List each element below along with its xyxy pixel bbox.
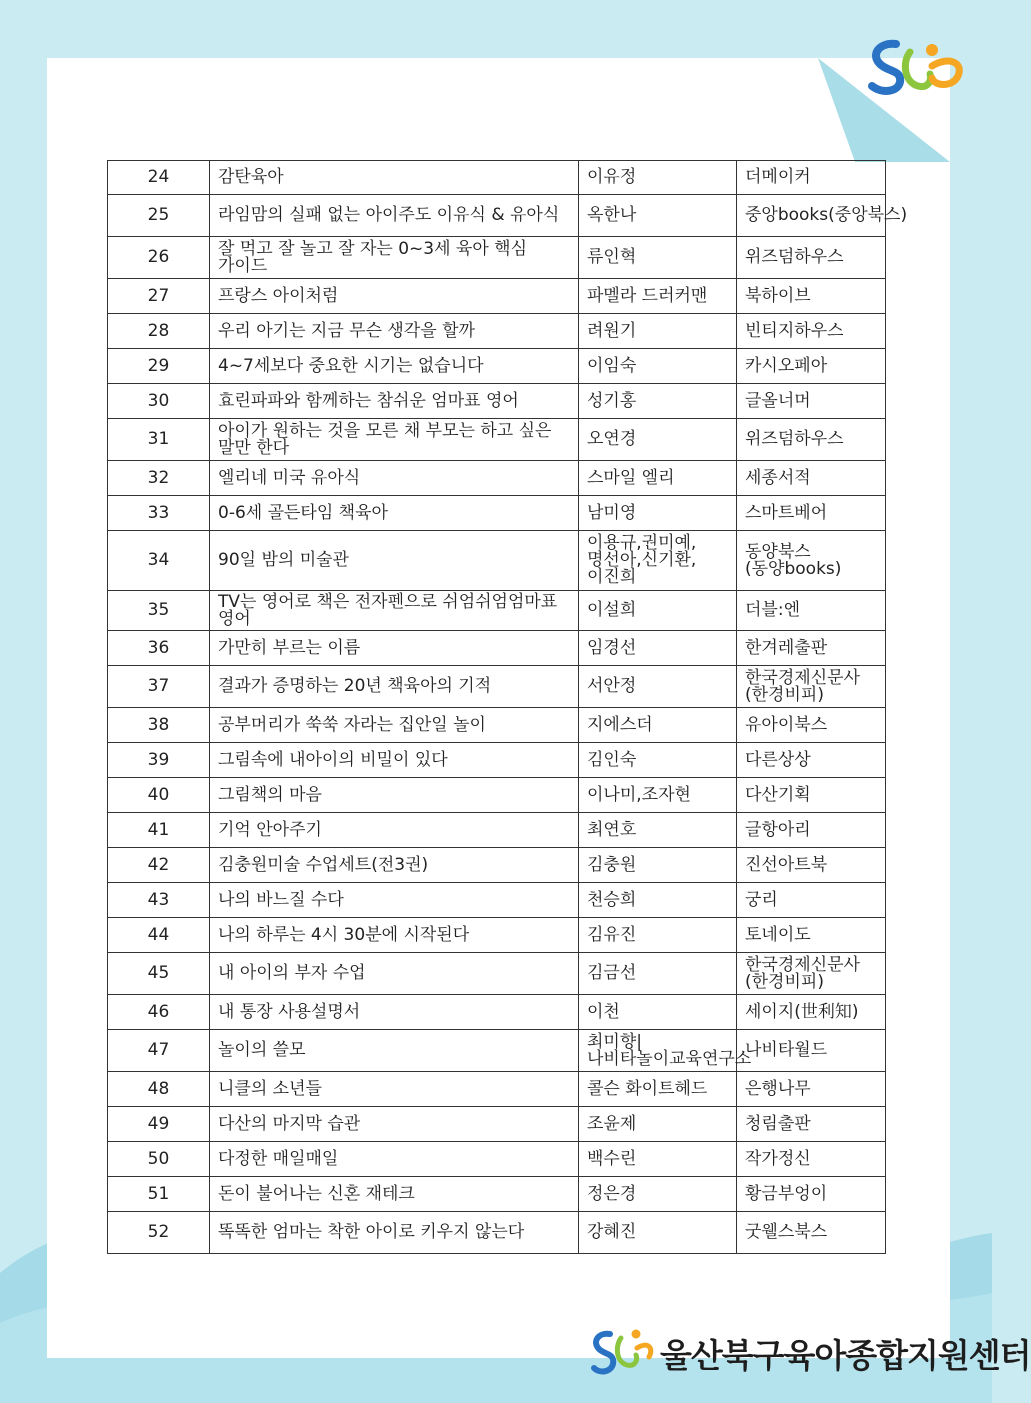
book-number: 50 xyxy=(108,1142,210,1177)
book-publisher: 궁리 xyxy=(737,883,886,918)
table-row xyxy=(108,161,886,195)
book-publisher: 다른상상 xyxy=(737,743,886,778)
book-number: 41 xyxy=(108,813,210,848)
book-title: 90일 밤의 미술관 xyxy=(210,531,579,591)
footer-logo-icon xyxy=(590,1322,650,1382)
book-publisher: 한국경제신문사(한경비피) xyxy=(737,666,886,708)
table-row xyxy=(108,743,886,778)
book-author: 강혜진 xyxy=(579,1212,737,1254)
book-author: 최연호 xyxy=(579,813,737,848)
book-number: 36 xyxy=(108,631,210,666)
book-title: 그림속에 내아이의 비밀이 있다 xyxy=(210,743,579,778)
book-title: TV는 영어로 책은 전자펜으로 쉬엄쉬엄엄마표 영어 xyxy=(210,591,579,631)
book-title: 똑똑한 엄마는 착한 아이로 키우지 않는다 xyxy=(210,1212,579,1254)
book-publisher: 황금부엉이 xyxy=(737,1177,886,1212)
book-publisher: 더블:엔 xyxy=(737,591,886,631)
book-author: 백수린 xyxy=(579,1142,737,1177)
book-author: 이나미,조자현 xyxy=(579,778,737,813)
book-number: 42 xyxy=(108,848,210,883)
book-number: 32 xyxy=(108,461,210,496)
center-logo-icon xyxy=(862,34,972,104)
book-number: 35 xyxy=(108,591,210,631)
book-publisher: 다산기획 xyxy=(737,778,886,813)
table-row xyxy=(108,1142,886,1177)
table-row xyxy=(108,496,886,531)
book-number: 40 xyxy=(108,778,210,813)
book-publisher: 글올너머 xyxy=(737,384,886,419)
book-title: 결과가 증명하는 20년 책육아의 기적 xyxy=(210,666,579,708)
book-title: 4~7세보다 중요한 시기는 없습니다 xyxy=(210,349,579,384)
table-row xyxy=(108,778,886,813)
book-title: 효린파파와 함께하는 참쉬운 엄마표 영어 xyxy=(210,384,579,419)
book-author: 임경선 xyxy=(579,631,737,666)
book-number: 33 xyxy=(108,496,210,531)
book-publisher: 북하이브 xyxy=(737,279,886,314)
book-title: 엘리네 미국 유아식 xyxy=(210,461,579,496)
book-title: 우리 아기는 지금 무슨 생각을 할까 xyxy=(210,314,579,349)
table-row xyxy=(108,1030,886,1072)
book-publisher: 은행나무 xyxy=(737,1072,886,1107)
book-title: 감탄육아 xyxy=(210,161,579,195)
book-number: 26 xyxy=(108,237,210,279)
book-publisher: 한겨레출판 xyxy=(737,631,886,666)
table-row xyxy=(108,1177,886,1212)
table-row xyxy=(108,195,886,237)
book-title: 라임맘의 실패 없는 아이주도 이유식 & 유아식 xyxy=(210,195,579,237)
book-publisher: 카시오페아 xyxy=(737,349,886,384)
book-number: 46 xyxy=(108,995,210,1030)
table-row xyxy=(108,953,886,995)
book-number: 27 xyxy=(108,279,210,314)
book-author: 려원기 xyxy=(579,314,737,349)
book-author: 김금선 xyxy=(579,953,737,995)
book-title: 기억 안아주기 xyxy=(210,813,579,848)
book-number: 28 xyxy=(108,314,210,349)
book-title: 내 아이의 부자 수업 xyxy=(210,953,579,995)
book-title: 아이가 원하는 것을 모른 채 부모는 하고 싶은 말만 한다 xyxy=(210,419,579,461)
book-title: 그림책의 마음 xyxy=(210,778,579,813)
book-author: 성기홍 xyxy=(579,384,737,419)
book-publisher: 세종서적 xyxy=(737,461,886,496)
book-publisher: 글항아리 xyxy=(737,813,886,848)
book-number: 24 xyxy=(108,161,210,195)
book-author: 옥한나 xyxy=(579,195,737,237)
book-number: 30 xyxy=(108,384,210,419)
organization-name: 울산북구육아종합지원센터 xyxy=(660,1336,1031,1375)
book-author: 천승희 xyxy=(579,883,737,918)
book-author: 김유진 xyxy=(579,918,737,953)
book-title: 프랑스 아이처럼 xyxy=(210,279,579,314)
book-author: 이천 xyxy=(579,995,737,1030)
book-title: 가만히 부르는 이름 xyxy=(210,631,579,666)
book-publisher: 중앙books(중앙북스) xyxy=(737,195,886,237)
book-publisher: 빈티지하우스 xyxy=(737,314,886,349)
book-title: 0-6세 골든타임 책육아 xyxy=(210,496,579,531)
book-publisher: 굿웰스북스 xyxy=(737,1212,886,1254)
book-title: 다정한 매일매일 xyxy=(210,1142,579,1177)
book-number: 51 xyxy=(108,1177,210,1212)
book-title: 다산의 마지막 습관 xyxy=(210,1107,579,1142)
book-number: 38 xyxy=(108,708,210,743)
table-row xyxy=(108,1107,886,1142)
table-row xyxy=(108,995,886,1030)
book-publisher: 더메이커 xyxy=(737,161,886,195)
book-list-table xyxy=(107,160,908,1254)
book-number: 39 xyxy=(108,743,210,778)
book-number: 31 xyxy=(108,419,210,461)
book-title: 돈이 불어나는 신혼 재테크 xyxy=(210,1177,579,1212)
book-number: 48 xyxy=(108,1072,210,1107)
table-row xyxy=(108,1212,886,1254)
table-row xyxy=(108,531,886,591)
table-row xyxy=(108,349,886,384)
table-row xyxy=(108,384,886,419)
book-author: 오연경 xyxy=(579,419,737,461)
table-row xyxy=(108,1072,886,1107)
book-title: 니클의 소년들 xyxy=(210,1072,579,1107)
book-author: 정은경 xyxy=(579,1177,737,1212)
book-author: 이설희 xyxy=(579,591,737,631)
book-author: 김충원 xyxy=(579,848,737,883)
table-row xyxy=(108,708,886,743)
book-number: 49 xyxy=(108,1107,210,1142)
book-publisher: 나비타월드 xyxy=(737,1030,886,1072)
book-author: 남미영 xyxy=(579,496,737,531)
book-publisher: 진선아트북 xyxy=(737,848,886,883)
book-publisher: 위즈덤하우스 xyxy=(737,237,886,279)
table-row xyxy=(108,918,886,953)
book-title: 나의 바느질 수다 xyxy=(210,883,579,918)
table-row xyxy=(108,314,886,349)
table-row xyxy=(108,883,886,918)
book-title: 나의 하루는 4시 30분에 시작된다 xyxy=(210,918,579,953)
book-author: 이임숙 xyxy=(579,349,737,384)
book-author: 파멜라 드러커맨 xyxy=(579,279,737,314)
table-row xyxy=(108,237,886,279)
book-author: 콜슨 화이트헤드 xyxy=(579,1072,737,1107)
book-number: 25 xyxy=(108,195,210,237)
book-title: 내 통장 사용설명서 xyxy=(210,995,579,1030)
book-number: 43 xyxy=(108,883,210,918)
book-author: 류인혁 xyxy=(579,237,737,279)
table-row xyxy=(108,848,886,883)
book-title: 잘 먹고 잘 놀고 잘 자는 0~3세 육아 핵심 가이드 xyxy=(210,237,579,279)
table-row xyxy=(108,591,886,631)
table-row xyxy=(108,461,886,496)
book-title: 김충원미술 수업세트(전3권) xyxy=(210,848,579,883)
book-author: 이유정 xyxy=(579,161,737,195)
book-author: 스마일 엘리 xyxy=(579,461,737,496)
book-publisher: 세이지(世利知) xyxy=(737,995,886,1030)
book-publisher: 위즈덤하우스 xyxy=(737,419,886,461)
book-publisher: 청림출판 xyxy=(737,1107,886,1142)
book-number: 44 xyxy=(108,918,210,953)
book-publisher: 유아이북스 xyxy=(737,708,886,743)
book-number: 29 xyxy=(108,349,210,384)
book-author: 조윤제 xyxy=(579,1107,737,1142)
table-row xyxy=(108,419,886,461)
book-publisher: 작가정신 xyxy=(737,1142,886,1177)
book-title: 놀이의 쓸모 xyxy=(210,1030,579,1072)
book-number: 34 xyxy=(108,531,210,591)
book-number: 52 xyxy=(108,1212,210,1254)
book-publisher: 한국경제신문사(한경비피) xyxy=(737,953,886,995)
book-number: 37 xyxy=(108,666,210,708)
book-publisher: 토네이도 xyxy=(737,918,886,953)
book-author: 최미향|나비타놀이교육연구소 xyxy=(579,1030,737,1072)
table-row xyxy=(108,813,886,848)
book-number: 45 xyxy=(108,953,210,995)
book-author: 서안정 xyxy=(579,666,737,708)
book-number: 47 xyxy=(108,1030,210,1072)
table-row xyxy=(108,666,886,708)
book-author: 이용규,권미예,명선아,신기환,이진희 xyxy=(579,531,737,591)
book-author: 김인숙 xyxy=(579,743,737,778)
table-row xyxy=(108,279,886,314)
book-author: 지에스더 xyxy=(579,708,737,743)
table-row xyxy=(108,631,886,666)
book-publisher: 스마트베어 xyxy=(737,496,886,531)
book-title: 공부머리가 쑥쑥 자라는 집안일 놀이 xyxy=(210,708,579,743)
book-publisher: 동양북스(동양books) xyxy=(737,531,886,591)
